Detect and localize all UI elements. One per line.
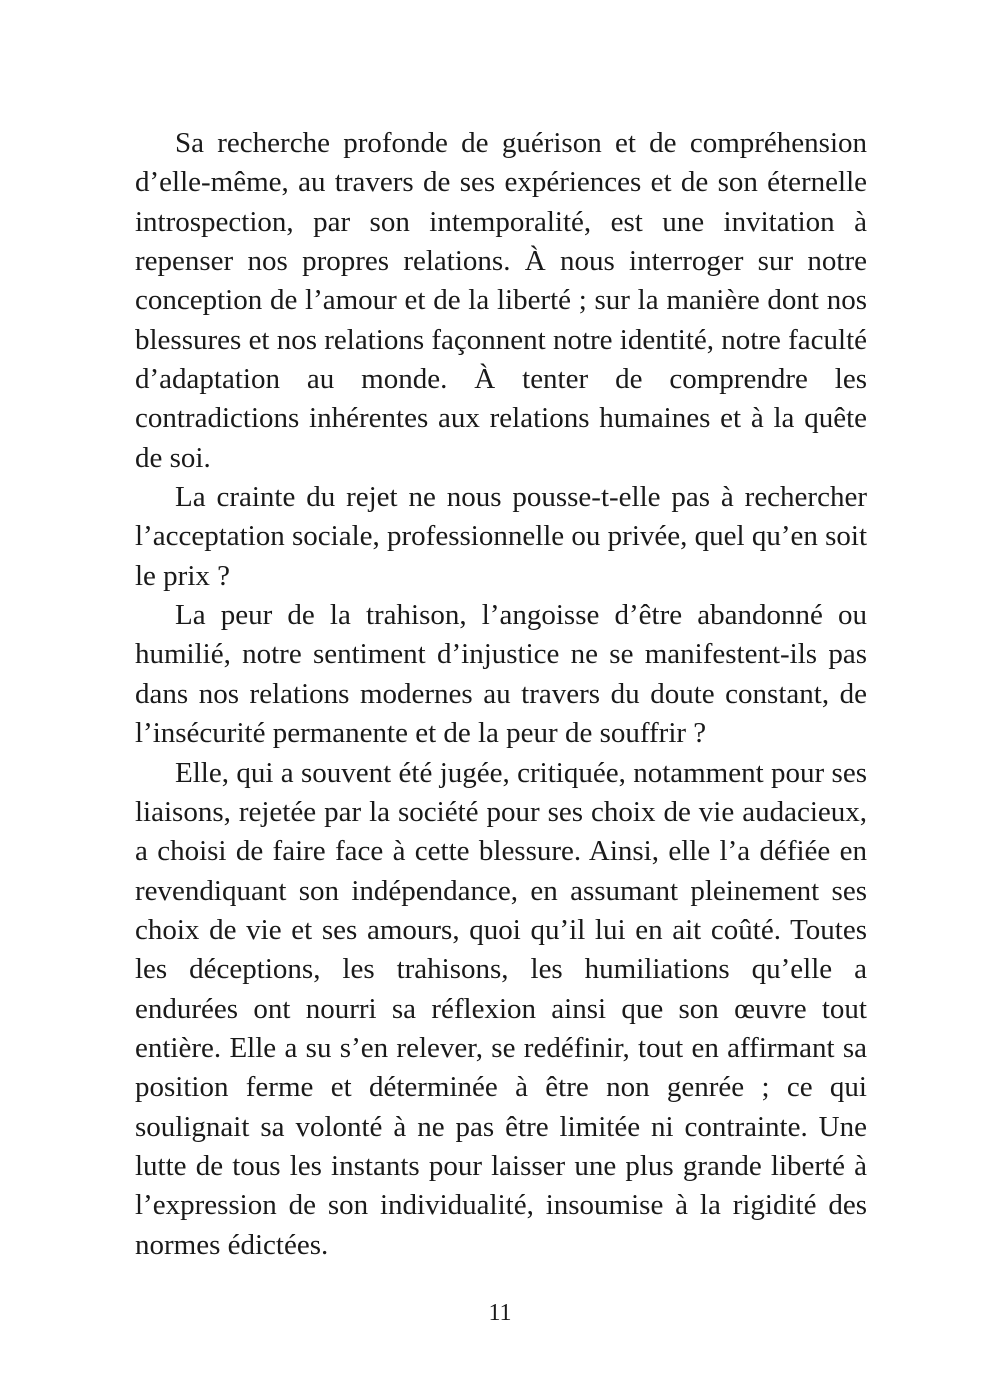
paragraph-2: La crainte du rejet ne nous pousse-t-elle pas à rechercher l’acceptation sociale, professionnelle ou privée, quel qu’en soit le prix ? xyxy=(135,481,867,592)
paragraph-4: Elle, qui a souvent été jugée, critiquée, notamment pour ses liaisons, rejetée par la société pour ses choix de vie audacieux, a choisi de faire face à cette blessure. Ainsi, elle l’a défiée en revendiquant son indépendance, en assumant pleinement ses choix de vie et ses amours, quoi qu’il lui en ait coûté. Toutes les déceptions, les trahisons, les humiliations qu’elle a endurées ont nourri sa réflexion ainsi que son œuvre tout entière. Elle a su s’en relever, se redéfinir, tout en affirmant sa position ferme et déterminée à être non genrée ; ce qui soulignait sa volonté à ne pas être limitée ni contrainte. Une lutte de tous les instants pour laisser une plus grande liberté à l’expression de son individualité, insoumise à la rigidité des normes édictées. xyxy=(135,756,867,1261)
page-number: 11 xyxy=(488,1300,512,1326)
body-text xyxy=(135,124,867,1265)
paragraph-3: La peur de la trahison, l’angoisse d’être abandonné ou humilié, notre sentiment d’injustice ne se manifestent-ils pas dans nos relations modernes au travers du doute constant, de l’insécurité permanente et de la peur de souffrir ? xyxy=(135,599,867,750)
paragraph-1: Sa recherche profonde de guérison et de compréhension d’elle-même, au travers de ses expériences et de son éternelle introspection, par son intemporalité, est une invitation à repenser nos propres relations. À nous interroger sur notre conception de l’amour et de la liberté ; sur la manière dont nos blessures et nos relations façonnent notre identité, notre faculté d’adaptation au monde. À tenter de comprendre les contradictions inhérentes aux relations humaines et à la quête de soi. xyxy=(135,127,867,474)
